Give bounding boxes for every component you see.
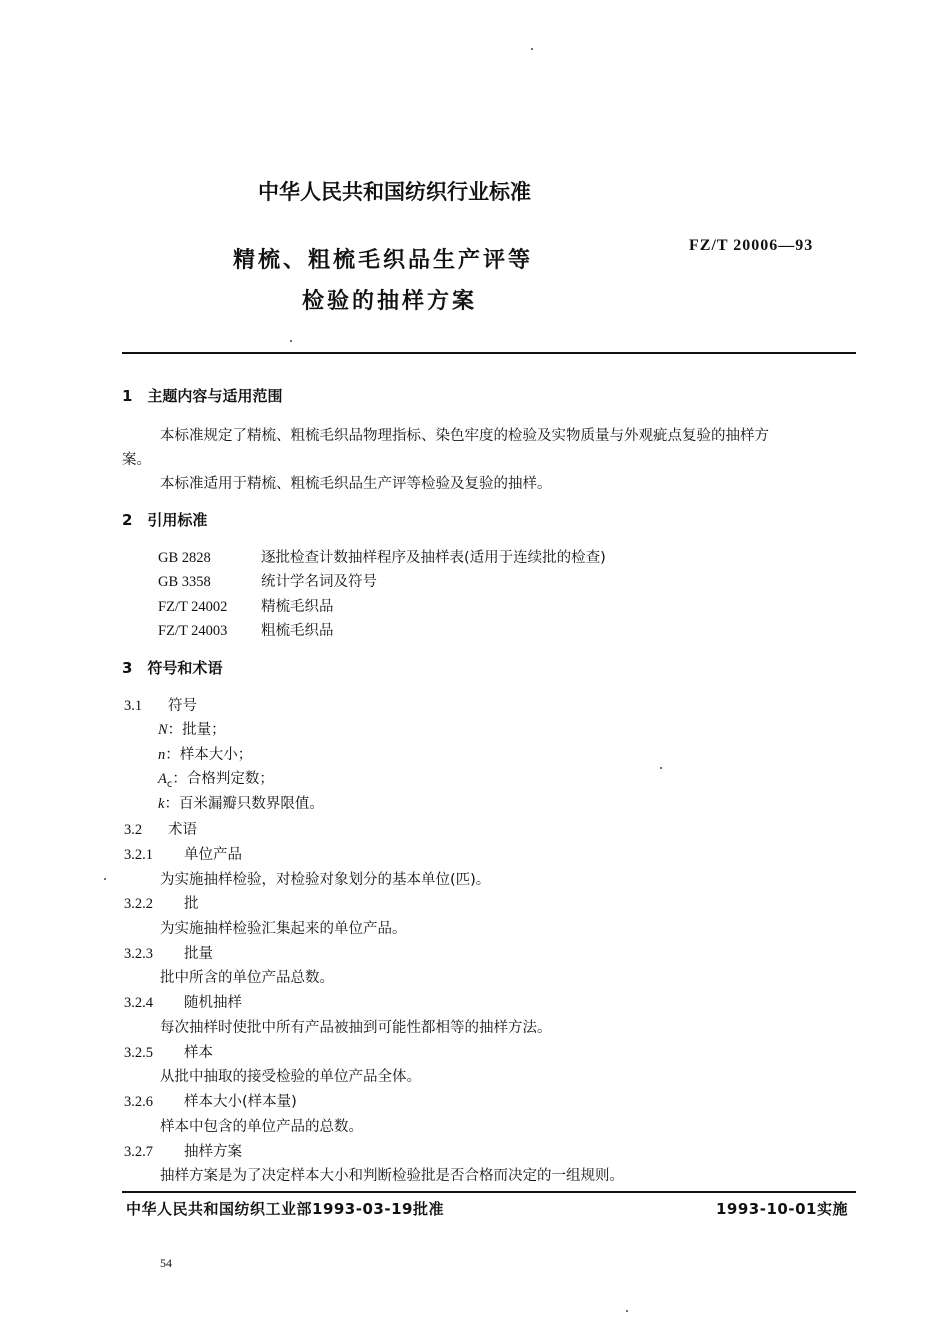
term-number: 3.2.5	[124, 1045, 153, 1061]
reference-title: 精梳毛织品	[261, 599, 334, 615]
scan-speck	[104, 878, 106, 880]
symbol-item	[158, 767, 274, 790]
reference-item	[158, 570, 377, 591]
term-heading	[124, 1140, 242, 1161]
term-title: 批量	[184, 946, 213, 962]
subsection-title: 符号	[168, 698, 197, 714]
effective-date: 1993-10-01实施	[716, 1200, 848, 1218]
term-definition: 为实施抽样检验，对检验对象划分的基本单位(匹)。	[160, 872, 491, 888]
page-number: 54	[160, 1256, 172, 1270]
term-title: 样本大小(样本量)	[184, 1094, 297, 1110]
symbol-item	[158, 792, 324, 815]
reference-item	[158, 546, 606, 567]
reference-title: 粗梳毛织品	[261, 623, 334, 639]
doc-title-line2: 检验的抽样方案	[302, 289, 478, 314]
term-number: 3.2.7	[124, 1144, 153, 1160]
term-definition: 每次抽样时使批中所有产品被抽到可能性都相等的抽样方法。	[160, 1020, 552, 1036]
term-title: 抽样方案	[184, 1144, 242, 1160]
footer-rule	[122, 1191, 856, 1193]
section-3-heading: 3 符号和术语	[122, 659, 223, 677]
term-definition: 样本中包含的单位产品的总数。	[160, 1119, 363, 1135]
term-number: 3.2.2	[124, 896, 153, 912]
term-definition: 批中所含的单位产品总数。	[160, 970, 334, 986]
scan-speck	[626, 1310, 628, 1312]
subsection-title: 术语	[168, 822, 197, 838]
header-rule	[122, 352, 856, 354]
reference-title: 统计学名词及符号	[261, 574, 377, 590]
term-number: 3.2.1	[124, 847, 153, 863]
section-1-heading: 1 主题内容与适用范围	[122, 387, 283, 405]
term-heading	[124, 892, 199, 913]
symbol-subscript: c	[166, 778, 173, 790]
reference-item	[158, 595, 334, 616]
term-definition: 为实施抽样检验汇集起来的单位产品。	[160, 921, 407, 937]
section-1-para1-line1: 本标准规定了精梳、粗梳毛织品物理指标、染色牢度的检验及实物质量与外观疵点复验的抽样方	[160, 428, 769, 444]
subsection-number: 3.2	[124, 822, 143, 838]
subsection-number: 3.1	[124, 698, 143, 714]
symbol-text: ：百米漏瓣只数界限值。	[164, 796, 324, 812]
scan-speck	[531, 48, 533, 50]
term-title: 随机抽样	[184, 995, 242, 1011]
scan-speck	[660, 767, 662, 769]
symbol-letter: n	[158, 747, 166, 763]
reference-title: 逐批检查计数抽样程序及抽样表(适用于连续批的检查)	[261, 550, 606, 566]
term-definition: 抽样方案是为了决定样本大小和判断检验批是否合格而决定的一组规则。	[160, 1168, 624, 1184]
term-number: 3.2.6	[124, 1094, 153, 1110]
symbol-text: ：合格判定数；	[172, 771, 274, 787]
reference-code: FZ/T 24003	[158, 623, 228, 639]
term-heading	[124, 843, 242, 864]
doc-title-line1: 精梳、粗梳毛织品生产评等	[233, 248, 534, 273]
term-title: 样本	[184, 1045, 213, 1061]
symbol-item	[158, 743, 252, 766]
reference-item	[158, 619, 334, 640]
subsection-3-1-heading	[124, 694, 197, 715]
reference-code: GB 2828	[158, 550, 211, 566]
approval-line: 中华人民共和国纺织工业部1993-03-19批准	[126, 1200, 444, 1218]
section-1-para2: 本标准适用于精梳、粗梳毛织品生产评等检验及复验的抽样。	[160, 476, 552, 492]
symbol-text: ：批量；	[167, 722, 226, 738]
section-2-heading: 2 引用标准	[122, 511, 208, 529]
term-heading	[124, 1090, 297, 1111]
scan-speck	[290, 340, 292, 342]
term-title: 单位产品	[184, 847, 242, 863]
term-number: 3.2.3	[124, 946, 153, 962]
term-definition: 从批中抽取的接受检验的单位产品全体。	[160, 1069, 421, 1085]
section-1-para1-line2: 案。	[122, 452, 151, 468]
org-title: 中华人民共和国纺织行业标准	[258, 180, 531, 204]
reference-code: FZ/T 24002	[158, 599, 228, 615]
term-heading	[124, 991, 242, 1012]
term-number: 3.2.4	[124, 995, 153, 1011]
symbol-letter: k	[158, 796, 165, 812]
term-heading	[124, 942, 213, 963]
term-title: 批	[184, 896, 199, 912]
reference-code: GB 3358	[158, 574, 211, 590]
symbol-item	[158, 718, 226, 741]
symbol-text: ：样本大小；	[165, 747, 253, 763]
term-heading	[124, 1041, 213, 1062]
subsection-3-2-heading	[124, 818, 197, 839]
standard-code: FZ/T 20006—93	[689, 237, 814, 254]
symbol-letter: N	[158, 722, 168, 738]
symbol-letter: A	[158, 771, 167, 787]
